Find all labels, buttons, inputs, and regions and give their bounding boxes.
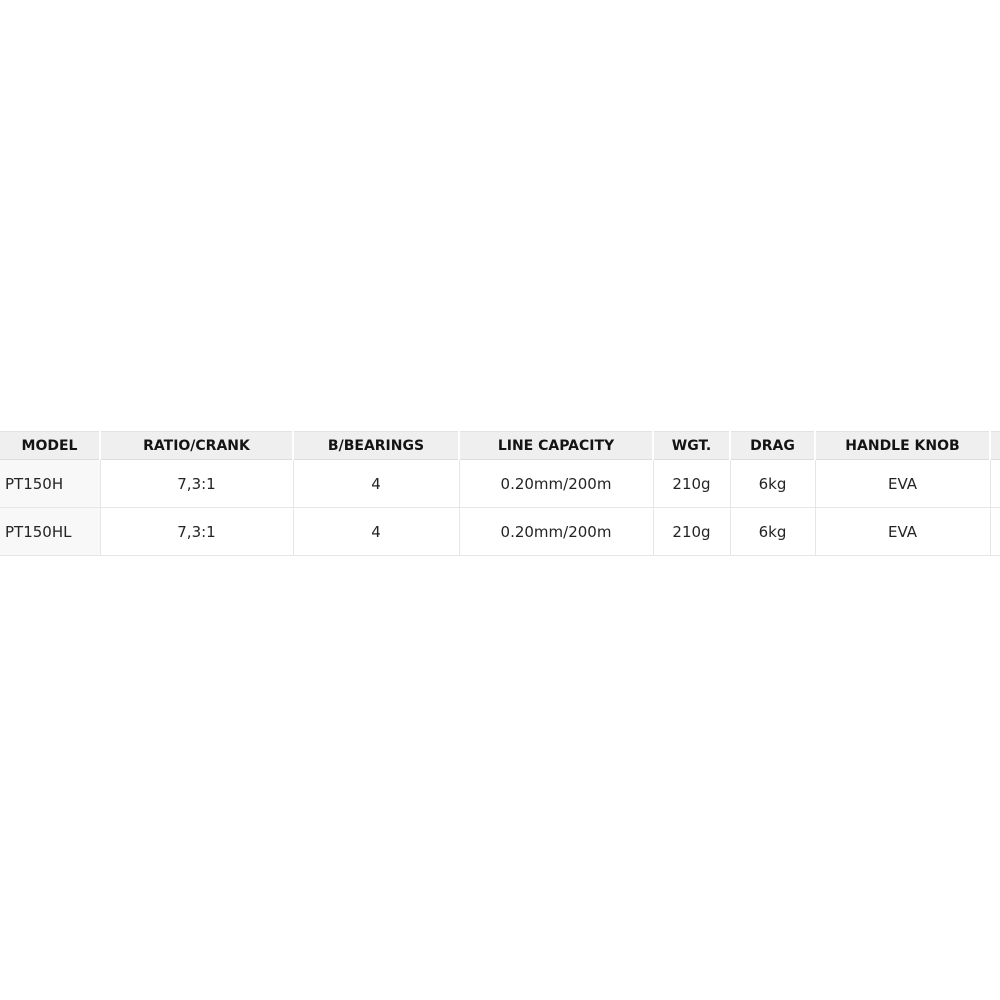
cell-weight: 210g [653, 460, 730, 508]
header-cell-ratio_crank: RATIO/CRANK [100, 432, 293, 460]
spec-table-container [0, 431, 1000, 556]
cell-extra [990, 460, 1000, 508]
header-cell-drag: DRAG [730, 432, 815, 460]
cell-line_capacity: 0.20mm/200m [459, 460, 653, 508]
header-cell-line_capacity: LINE CAPACITY [459, 432, 653, 460]
table-row-pt150h [0, 460, 1000, 508]
header-cell-model: MODEL [0, 432, 100, 460]
table-body [0, 460, 1000, 556]
cell-model: PT150H [0, 460, 100, 508]
cell-ball_bearings: 4 [293, 460, 459, 508]
cell-drag: 6kg [730, 460, 815, 508]
cell-extra [990, 508, 1000, 556]
spec-table [0, 431, 1000, 556]
table-row-pt150hl [0, 508, 1000, 556]
table-header-row [0, 432, 1000, 460]
cell-drag: 6kg [730, 508, 815, 556]
header-cell-handle_knob: HANDLE KNOB [815, 432, 990, 460]
cell-ball_bearings: 4 [293, 508, 459, 556]
cell-ratio_crank: 7,3:1 [100, 460, 293, 508]
cell-model: PT150HL [0, 508, 100, 556]
cell-handle_knob: EVA [815, 508, 990, 556]
header-cell-extra [990, 432, 1000, 460]
cell-line_capacity: 0.20mm/200m [459, 508, 653, 556]
cell-handle_knob: EVA [815, 460, 990, 508]
cell-ratio_crank: 7,3:1 [100, 508, 293, 556]
header-cell-ball_bearings: B/BEARINGS [293, 432, 459, 460]
header-cell-weight: WGT. [653, 432, 730, 460]
cell-weight: 210g [653, 508, 730, 556]
